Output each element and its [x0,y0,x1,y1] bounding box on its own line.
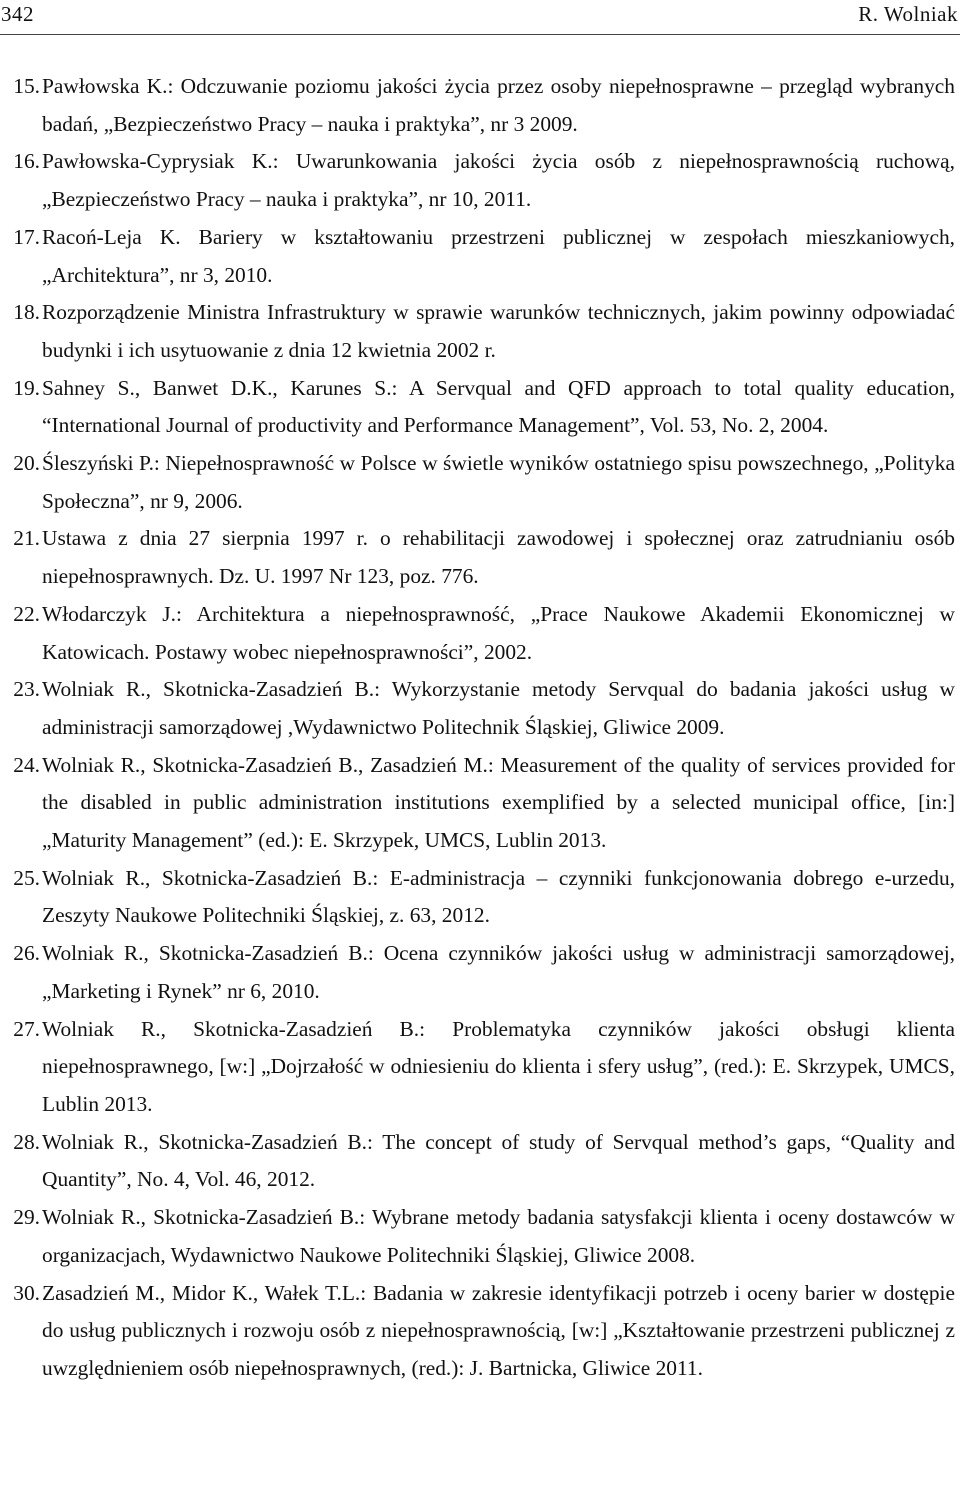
reference-number: 21. [13,526,40,551]
reference-item [0,370,960,445]
reference-text: Wolniak R., Skotnicka-Zasadzień B.: E-administracja – czynniki funkcjonowania dobrego e-urzedu, Zeszyty Naukowe Politechniki Śląskiej, z. 63, 2012. [42,865,955,928]
reference-item [0,1275,960,1388]
reference-number: 24. [13,752,40,777]
reference-text: Racoń-Leja K. Bariery w kształtowaniu przestrzeni publicznej w zespołach mieszkaniowych, „Architektura”, nr 3, 2010. [42,224,955,287]
reference-text: Śleszyński P.: Niepełnosprawność w Polsce w świetle wyników ostatniego spisu powszechnego, „Polityka Społeczna”, nr 9, 2006. [42,451,955,513]
reference-item [0,520,960,595]
reference-item [0,68,960,143]
reference-number: 17. [13,224,40,249]
reference-text: Wolniak R., Skotnicka-Zasadzień B.: The concept of study of Servqual method’s gaps, “Quality and Quantity”, No. 4, Vol. 46, 2012. [42,1129,955,1192]
reference-number: 19. [13,375,40,400]
reference-number: 27. [13,1016,40,1041]
running-head-author: R. Wolniak [858,2,958,26]
reference-text: Wolniak R., Skotnicka-Zasadzień B.: Ocena czynników jakości usług w administracji samorządowej, „Marketing i Rynek” nr 6, 2010. [42,941,955,1003]
reference-text: Wolniak R., Skotnicka-Zasadzień B., Zasadzień M.: Measurement of the quality of services provided for the disabled in public administration institutions exemplified by a selected municipal office, [in:] „Maturity Management” (ed.): E. Skrzypek, UMCS, Lublin 2013. [42,752,955,853]
reference-number: 26. [13,941,40,966]
reference-item [0,1199,960,1274]
reference-number: 20. [13,451,40,476]
reference-item [0,935,960,1010]
reference-number: 29. [13,1205,40,1230]
reference-item [0,143,960,218]
reference-item [0,747,960,860]
reference-text: Rozporządzenie Ministra Infrastruktury w sprawie warunków technicznych, jakim powinny odpowiadać budynki i ich usytuowanie z dnia 12 kwietnia 2002 r. [42,300,955,362]
reference-list [0,68,960,1388]
reference-item [0,860,960,935]
reference-item [0,596,960,671]
reference-number: 25. [13,865,40,890]
reference-number: 30. [13,1280,40,1305]
page-header [0,0,960,40]
reference-text: Wolniak R., Skotnicka-Zasadzień B.: Wybrane metody badania satysfakcji klienta i oceny dostawców w organizacjach, Wydawnictwo Naukowe Politechniki Śląskiej, Gliwice 2008. [42,1205,955,1267]
reference-text: Pawłowska-Cyprysiak K.: Uwarunkowania jakości życia osób z niepełnosprawnością ruchową, „Bezpieczeństwo Pracy – nauka i praktyka”, nr 10, 2011. [42,149,955,212]
reference-item [0,445,960,520]
reference-text: Wolniak R., Skotnicka-Zasadzień B.: Wykorzystanie metody Servqual do badania jakości usług w administracji samorządowej ,Wydawnictwo Politechnik Śląskiej, Gliwice 2009. [42,677,955,739]
reference-number: 28. [13,1129,40,1154]
reference-number: 16. [13,149,40,174]
reference-number: 22. [13,601,40,626]
reference-item [0,219,960,294]
reference-text: Wolniak R., Skotnicka-Zasadzień B.: Problematyka czynników jakości obsługi klienta niepełnosprawnego, [w:] „Dojrzałość w odniesieniu do klienta i sfery usług”, (red.): E. Skrzypek, UMCS, Lublin 2013. [42,1016,955,1116]
reference-number: 15. [13,74,40,98]
reference-number: 18. [13,300,40,325]
reference-item [0,671,960,746]
header-rule [0,34,960,35]
reference-item [0,1011,960,1124]
reference-text: Włodarczyk J.: Architektura a niepełnosprawność, „Prace Naukowe Akademii Ekonomicznej w Katowicach. Postawy wobec niepełnosprawności”, 2002. [42,601,955,664]
reference-number: 23. [13,677,40,702]
reference-text: Zasadzień M., Midor K., Wałek T.L.: Badania w zakresie identyfikacji potrzeb i oceny barier w dostępie do usług publicznych i rozwoju osób z niepełnosprawnością, [w:] „Kształtowanie przestrzeni publicznej z uwzględnieniem osób niepełnosprawnych, (red.): J. Bartnicka, Gliwice 2011. [42,1280,955,1380]
reference-item [0,1124,960,1199]
reference-item [0,294,960,369]
reference-text: Ustawa z dnia 27 sierpnia 1997 r. o rehabilitacji zawodowej i społecznej oraz zatrudnianiu osób niepełnosprawnych. Dz. U. 1997 Nr 123, poz. 776. [42,526,955,589]
reference-text: Sahney S., Banwet D.K., Karunes S.: A Servqual and QFD approach to total quality education, “International Journal of productivity and Performance Management”, Vol. 53, No. 2, 2004. [42,375,955,438]
page-number: 342 [1,2,34,26]
reference-text: Pawłowska K.: Odczuwanie poziomu jakości życia przez osoby niepełnosprawne – przegląd wybranych badań, „Bezpieczeństwo Pracy – nauka i praktyka”, nr 3 2009. [42,74,955,136]
